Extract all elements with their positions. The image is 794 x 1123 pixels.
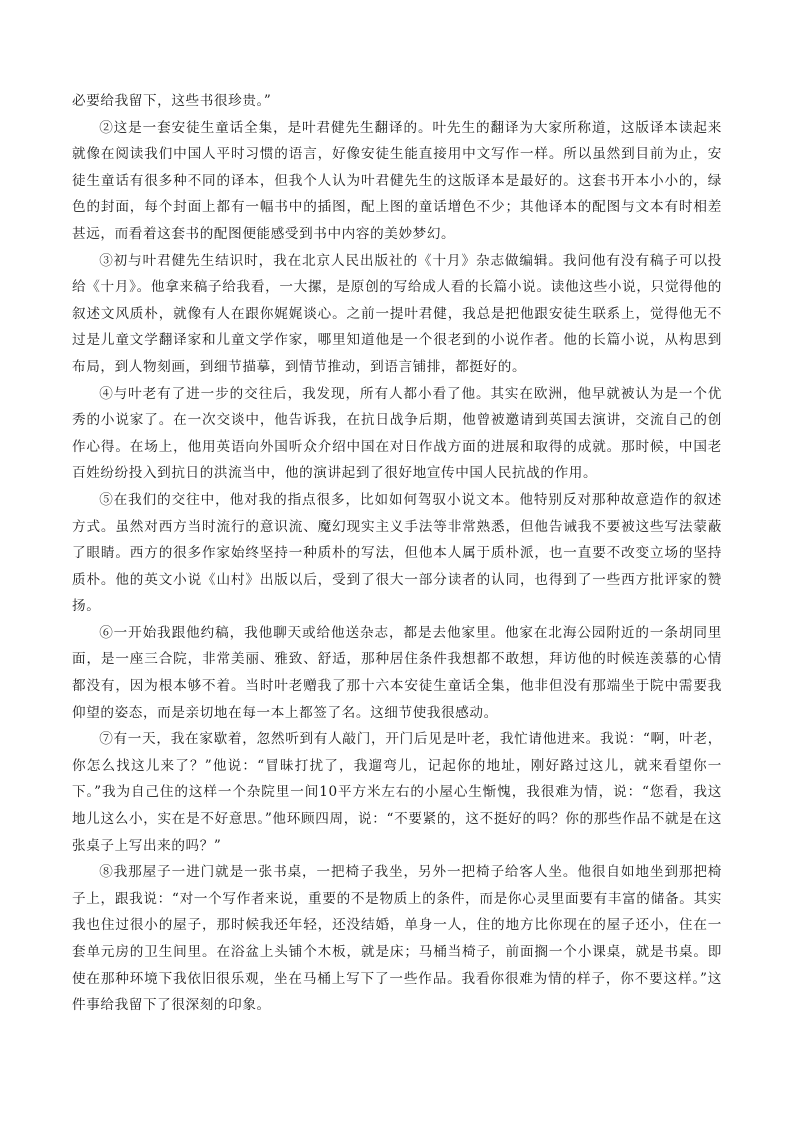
paragraph-7: ⑦有一天，我在家歇着，忽然听到有人敲门，开门后见是叶老，我忙请他进来。我说：“啊，叶老，你怎么找这儿来了？”他说：“冒昧打扰了，我遛弯儿，记起你的地址，刚好路过这儿，就来看望你一下。”我为自己住的这样一个杂院里一间10平方米左右的小屋心生惭愧，我很难为情，说：“您看，我这地儿这么小，实在是不好意思。”他环顾四周，说：“不要紧的，这不挺好的吗？你的那些作品不就是在这张桌子上写出来的吗？” — [72, 731, 722, 854]
paragraph-2: ②这是一套安徒生童话全集，是叶君健先生翻译的。叶先生的翻译为大家所称道，这版译本读起来就像在阅读我们中国人平时习惯的语言，好像安徒生能直接用中文写作一样。所以虽然到目前为止，安徒生童话有很多种不同的译本，但我个人认为叶君健先生的这版译本是最好的。这套书开本小小的，绿色的封面，每个封面上都有一幅书中的插图，配上图的童话增色不少；其他译本的配图与文本有时相差甚远，而看着这套书的配图便能感受到书中内容的美妙梦幻。 — [72, 119, 722, 242]
paragraph-5: ⑤在我们的交往中，他对我的指点很多，比如如何驾驭小说文本。他特别反对那种故意造作的叙述方式。虽然对西方当时流行的意识流、魔幻现实主义手法等非常熟悉，但他告诫我不要被这些写法蒙蔽了眼睛。西方的很多作家始终坚持一种质朴的写法，但他本人属于质朴派，也一直要不改变立场的坚持质朴。他的英文小说《山村》出版以后，受到了很大一部分读者的认同，也得到了一些西方批评家的赞扬。 — [72, 491, 722, 615]
paragraph-4: ④与叶老有了进一步的交往后，我发现，所有人都小看了他。其实在欧洲，他早就被认为是一个优秀的小说家了。在一次交谈中，他告诉我，在抗日战争后期，他曾被邀请到英国去演讲，交流自己的创作心得。在场上，他用英语向外国听众介绍中国在对日作战方面的进展和取得的成就。那时候，中国老百姓纷纷投入到抗日的洪流当中，他的演讲起到了很好地宣传中国人民抗战的作用。 — [72, 385, 722, 482]
article-body — [72, 88, 722, 1019]
paragraph-8: ⑧我那屋子一进门就是一张书桌，一把椅子我坐，另外一把椅子给客人坐。他很自如地坐到那把椅子上，跟我说：“对一个写作者来说，重要的不是物质上的条件，而是你心灵里面要有丰富的储备。其实我也住过很小的屋子，那时候我还年轻，还没结婚，单身一人，住的地方比你现在的屋子还小，住在一套单元房的卫生间里。在浴盆上头铺个木板，就是床；马桶当椅子，前面搁一个小课桌，就是书桌。即使在那种环境下我依旧很乐观，坐在马桶上写下了一些作品。我看你很难为情的样子，你不要这样。”这件事给我留下了很深刻的印象。 — [72, 864, 722, 1014]
paragraph-6: ⑥一开始我跟他约稿，我他聊天或给他送杂志，都是去他家里。他家在北海公园附近的一条胡同里面，是一座三合院，非常美丽、雅致、舒适，那种居住条件我想都不敢想，拜访他的时候连羡慕的心情都没有，因为根本够不着。当时叶老赠我了那十六本安徒生童话全集，他非但没有那端坐于院中需要我仰望的姿态，而是亲切地在每一本上都签了名。这细节使我很感动。 — [72, 624, 722, 721]
paragraph-continuation: 必要给我留下，这些书很珍贵。” — [72, 93, 272, 109]
paragraph-3: ③初与叶君健先生结识时，我在北京人民出版社的《十月》杂志做编辑。我问他有没有稿子可以投给《十月》。他拿来稿子给我看，一大摞，是原创的写给成人看的长篇小说。读他这些小说，只觉得他的叙述文风质朴，就像有人在跟你娓娓谈心。之前一提叶君健，我总是把他跟安徒生联系上，觉得他无不过是儿童文学翻译家和儿童文学作家，哪里知道他是一个很老到的小说作者。他的长篇小说，从构思到布局，到人物刻画，到细节描摹，到情节推动，到语言铺排，都挺好的。 — [72, 252, 722, 375]
